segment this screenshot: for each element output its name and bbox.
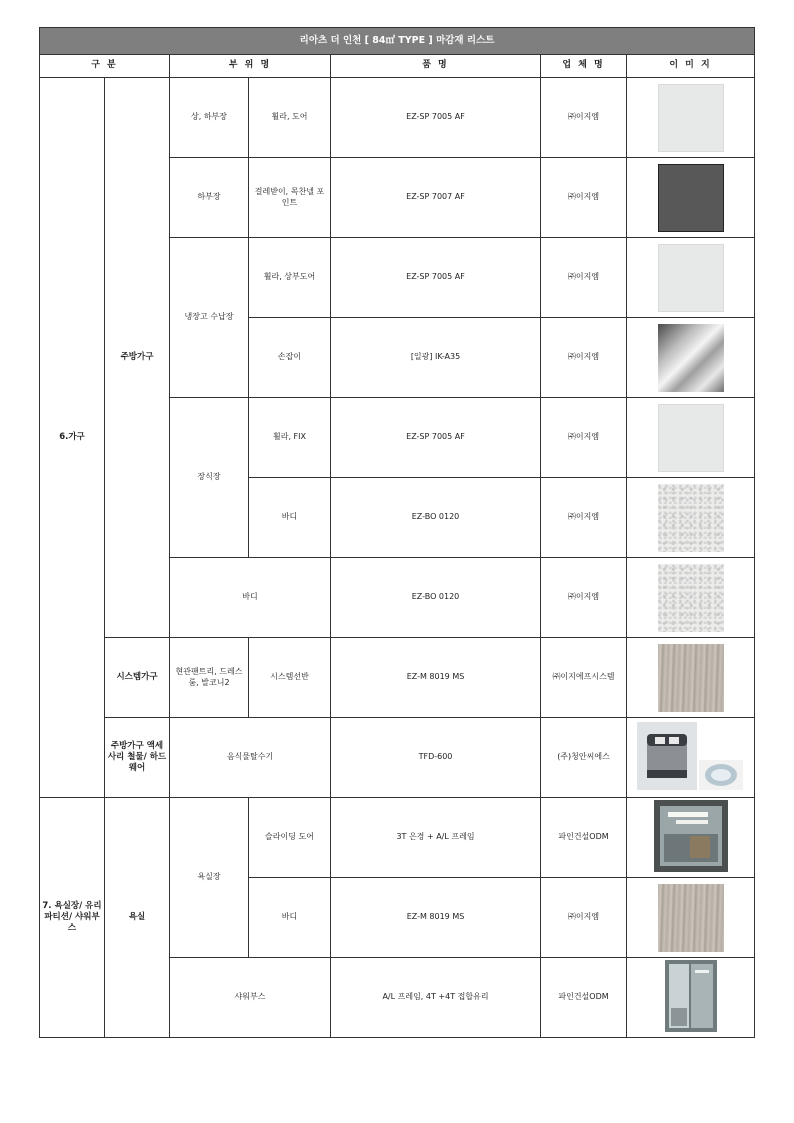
company-cell: ㈜이지엠 — [541, 478, 627, 558]
image-cell — [627, 318, 755, 398]
part2-cell: 휠라, 상부도어 — [249, 238, 331, 318]
part2-cell: 손잡이 — [249, 318, 331, 398]
part2-cell: 시스템선반 — [249, 638, 331, 718]
image-cell — [627, 238, 755, 318]
image-cell — [627, 798, 755, 878]
part1-cell: 장식장 — [170, 398, 249, 558]
part2-cell: 슬라이딩 도어 — [249, 798, 331, 878]
header-part: 부 위 명 — [170, 55, 331, 78]
wood-texture-swatch — [658, 884, 724, 952]
company-cell: ㈜이지엠 — [541, 238, 627, 318]
image-cell — [627, 958, 755, 1038]
product-cell: EZ-BO 0120 — [331, 478, 541, 558]
subgroup-system: 시스템가구 — [105, 638, 170, 718]
company-cell: (주)청안씨에스 — [541, 718, 627, 798]
image-cell — [627, 158, 755, 238]
subgroup-bathroom: 욕실 — [105, 798, 170, 1038]
light-panel-swatch — [658, 404, 724, 472]
part2-cell: 바디 — [249, 478, 331, 558]
company-cell: 파인건설ODM — [541, 798, 627, 878]
header-company: 업 체 명 — [541, 55, 627, 78]
part1-cell: 욕실장 — [170, 798, 249, 958]
image-cell — [627, 718, 755, 798]
part1-cell: 상, 하부장 — [170, 78, 249, 158]
table-row — [40, 638, 755, 718]
light-panel-swatch — [658, 84, 724, 152]
table-title: 리아츠 더 인천 [ 84㎡ TYPE ] 마감재 리스트 — [40, 28, 755, 55]
part-cell: 바디 — [170, 558, 331, 638]
company-cell: ㈜이지엠 — [541, 78, 627, 158]
table-row — [40, 718, 755, 798]
company-cell: 파인건설ODM — [541, 958, 627, 1038]
metal-handle-swatch — [658, 324, 724, 392]
image-cell — [627, 78, 755, 158]
part-cell: 샤워부스 — [170, 958, 331, 1038]
table-row — [40, 78, 755, 158]
part1-cell: 하부장 — [170, 158, 249, 238]
subgroup-kitchen: 주방가구 — [105, 78, 170, 638]
product-cell: EZ-M 8019 MS — [331, 638, 541, 718]
company-cell: ㈜이지에프시스템 — [541, 638, 627, 718]
product-cell: EZ-SP 7005 AF — [331, 78, 541, 158]
group-furniture: 6.가구 — [40, 78, 105, 798]
finish-material-table — [39, 27, 755, 1038]
table-row — [40, 798, 755, 878]
wood-texture-swatch — [658, 644, 724, 712]
header-category: 구 분 — [40, 55, 170, 78]
part2-cell: 휠라, FIX — [249, 398, 331, 478]
part2-cell: 휠라, 도어 — [249, 78, 331, 158]
product-cell: A/L 프레임, 4T +4T 접합유리 — [331, 958, 541, 1038]
image-cell — [627, 478, 755, 558]
product-cell: 3T 은경 + A/L 프레임 — [331, 798, 541, 878]
group-bath: 7. 욕실장/ 유리파티션/ 샤워부스 — [40, 798, 105, 1038]
subgroup-kitchen-acc: 주방가구 액세사리 철물/ 하드웨어 — [105, 718, 170, 798]
bath-cabinet-image — [654, 800, 728, 872]
image-cell — [627, 638, 755, 718]
part2-cell: 바디 — [249, 878, 331, 958]
product-cell: EZ-SP 7005 AF — [331, 238, 541, 318]
stone-texture-swatch — [658, 564, 724, 632]
part2-cell: 걸레받이, 목찬넬 포인트 — [249, 158, 331, 238]
image-cell — [627, 398, 755, 478]
shower-booth-image — [665, 960, 717, 1032]
image-cell — [627, 558, 755, 638]
header-product: 품 명 — [331, 55, 541, 78]
product-cell: EZ-SP 7007 AF — [331, 158, 541, 238]
product-cell: EZ-SP 7005 AF — [331, 398, 541, 478]
company-cell: ㈜이지엠 — [541, 318, 627, 398]
food-dehydrator-image — [635, 720, 747, 792]
company-cell: ㈜이지엠 — [541, 878, 627, 958]
image-cell — [627, 878, 755, 958]
product-cell: [일광] IK-A35 — [331, 318, 541, 398]
product-cell: EZ-M 8019 MS — [331, 878, 541, 958]
product-cell: EZ-BO 0120 — [331, 558, 541, 638]
company-cell: ㈜이지엠 — [541, 558, 627, 638]
stone-texture-swatch — [658, 484, 724, 552]
header-image: 이 미 지 — [627, 55, 755, 78]
dark-panel-swatch — [658, 164, 724, 232]
product-cell: TFD-600 — [331, 718, 541, 798]
part1-cell: 냉장고 수납장 — [170, 238, 249, 398]
company-cell: ㈜이지엠 — [541, 158, 627, 238]
company-cell: ㈜이지엠 — [541, 398, 627, 478]
part-cell: 음식물탈수기 — [170, 718, 331, 798]
part1-cell: 현관팬트리, 드레스룸, 발코니2 — [170, 638, 249, 718]
light-panel-swatch — [658, 244, 724, 312]
